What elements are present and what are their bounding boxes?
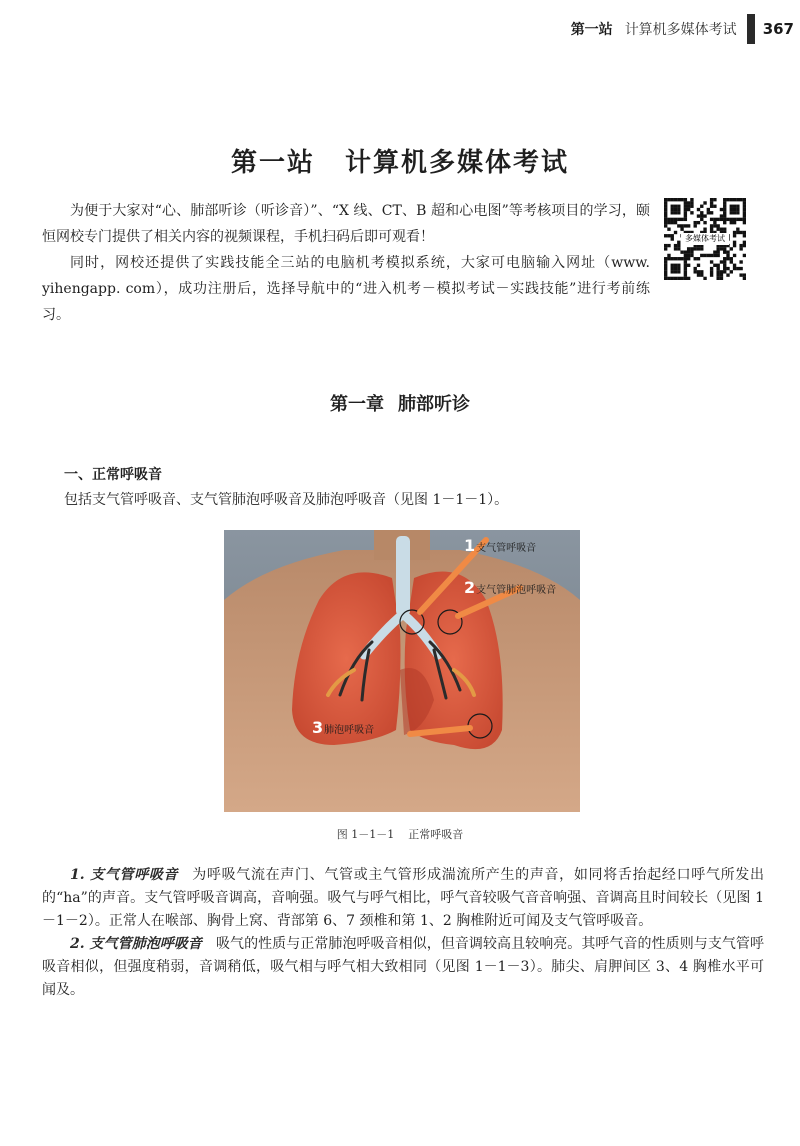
body-paragraph xyxy=(42,864,764,933)
qr-module xyxy=(667,221,670,224)
term-bronchial-breath-sound: 1. 支气管呼吸音 xyxy=(70,867,179,883)
qr-module xyxy=(664,264,667,267)
qr-module xyxy=(674,198,677,201)
qr-module xyxy=(733,198,736,201)
qr-module xyxy=(716,277,719,280)
qr-module xyxy=(674,257,677,260)
qr-module xyxy=(677,224,680,227)
qr-module xyxy=(684,224,687,227)
qr-module xyxy=(667,198,670,201)
chapter-title-part2: 肺部听诊 xyxy=(398,394,470,415)
qr-module xyxy=(703,221,706,224)
qr-module xyxy=(707,208,710,211)
qr-module xyxy=(671,221,674,224)
qr-module xyxy=(674,277,677,280)
qr-module xyxy=(733,208,736,211)
qr-module xyxy=(690,201,693,204)
qr-module xyxy=(677,205,680,208)
qr-module xyxy=(716,254,719,257)
qr-module xyxy=(677,208,680,211)
qr-module xyxy=(736,231,739,234)
qr-module xyxy=(723,214,726,217)
chapter-title xyxy=(0,390,800,416)
running-header-chapter: 第一站 xyxy=(570,22,613,38)
qr-module xyxy=(677,218,680,221)
qr-module xyxy=(690,250,693,253)
running-header-bar xyxy=(747,14,755,44)
qr-module xyxy=(697,264,700,267)
qr-module xyxy=(690,205,693,208)
qr-module xyxy=(677,257,680,260)
qr-module xyxy=(723,221,726,224)
qr-module xyxy=(710,270,713,273)
qr-module xyxy=(723,211,726,214)
qr-module xyxy=(664,257,667,260)
qr-module xyxy=(739,244,742,247)
qr-module xyxy=(671,267,674,270)
qr-module xyxy=(684,214,687,217)
intro-paragraph: 为便于大家对“心、肺部听诊（听诊音）”、“X 线、CT、B 超和心电图”等考核项目的学习，颐恒网校专门提供了相关内容的视频课程，手机扫码后即可观看！ xyxy=(42,203,650,245)
qr-module xyxy=(730,218,733,221)
qr-module xyxy=(664,234,667,237)
qr-module xyxy=(700,205,703,208)
qr-module xyxy=(680,277,683,280)
page-number: 367 xyxy=(762,20,794,38)
qr-module xyxy=(674,231,677,234)
qr-module xyxy=(697,257,700,260)
qr-module xyxy=(680,218,683,221)
qr-module xyxy=(667,218,670,221)
qr-module xyxy=(703,201,706,204)
qr-module xyxy=(710,198,713,201)
qr-module xyxy=(716,264,719,267)
intro-text xyxy=(42,198,650,328)
qr-module xyxy=(720,273,723,276)
qr-code[interactable] xyxy=(664,198,746,280)
qr-module xyxy=(664,211,667,214)
qr-module xyxy=(743,198,746,201)
qr-module xyxy=(739,267,742,270)
qr-module xyxy=(713,221,716,224)
qr-module xyxy=(674,221,677,224)
qr-module xyxy=(684,260,687,263)
qr-module xyxy=(710,273,713,276)
qr-module xyxy=(674,211,677,214)
qr-module xyxy=(723,264,726,267)
qr-module xyxy=(736,208,739,211)
qr-module xyxy=(700,211,703,214)
qr-module xyxy=(677,244,680,247)
qr-module xyxy=(710,218,713,221)
qr-module xyxy=(716,218,719,221)
qr-label: 多媒体考试 xyxy=(681,233,729,245)
term-bronchovesicular-breath-sound: 2. 支气管肺泡呼吸音 xyxy=(70,936,202,952)
qr-module xyxy=(713,218,716,221)
qr-module xyxy=(680,257,683,260)
qr-module xyxy=(664,270,667,273)
qr-module xyxy=(680,198,683,201)
qr-module xyxy=(743,221,746,224)
qr-module xyxy=(664,224,667,227)
qr-module xyxy=(733,205,736,208)
qr-module xyxy=(674,244,677,247)
qr-module xyxy=(664,214,667,217)
qr-module xyxy=(723,250,726,253)
figure-label-3 xyxy=(312,718,375,737)
qr-module xyxy=(720,247,723,250)
qr-module xyxy=(684,211,687,214)
qr-module xyxy=(716,267,719,270)
qr-module xyxy=(664,267,667,270)
qr-module xyxy=(684,250,687,253)
qr-module xyxy=(726,254,729,257)
qr-module xyxy=(703,254,706,257)
qr-module xyxy=(743,205,746,208)
lung-illustration xyxy=(224,530,580,812)
qr-module xyxy=(694,224,697,227)
qr-module xyxy=(697,221,700,224)
qr-module xyxy=(694,270,697,273)
qr-module xyxy=(733,241,736,244)
qr-module xyxy=(700,270,703,273)
qr-module xyxy=(687,257,690,260)
qr-module xyxy=(730,270,733,273)
qr-module xyxy=(677,267,680,270)
qr-module xyxy=(736,228,739,231)
qr-module xyxy=(684,201,687,204)
qr-module xyxy=(723,205,726,208)
qr-module xyxy=(664,218,667,221)
qr-module xyxy=(700,214,703,217)
qr-module xyxy=(671,237,674,240)
qr-module xyxy=(677,264,680,267)
qr-module xyxy=(743,277,746,280)
qr-module xyxy=(743,273,746,276)
qr-module xyxy=(743,218,746,221)
qr-module xyxy=(726,218,729,221)
qr-module xyxy=(739,247,742,250)
qr-module xyxy=(700,254,703,257)
qr-module xyxy=(743,244,746,247)
running-header-section: 计算机多媒体考试 xyxy=(624,22,737,38)
qr-module xyxy=(730,208,733,211)
qr-module xyxy=(690,198,693,201)
qr-module xyxy=(664,260,667,263)
qr-module xyxy=(690,254,693,257)
qr-module xyxy=(739,260,742,263)
qr-module xyxy=(710,228,713,231)
qr-module xyxy=(671,198,674,201)
qr-module xyxy=(694,267,697,270)
qr-module xyxy=(677,198,680,201)
qr-module xyxy=(664,201,667,204)
qr-module xyxy=(684,270,687,273)
qr-module xyxy=(674,267,677,270)
qr-module xyxy=(720,228,723,231)
qr-module xyxy=(739,231,742,234)
qr-module xyxy=(687,264,690,267)
qr-module xyxy=(674,205,677,208)
qr-module xyxy=(680,250,683,253)
qr-module xyxy=(723,218,726,221)
qr-module xyxy=(716,273,719,276)
qr-module xyxy=(726,250,729,253)
qr-module xyxy=(720,208,723,211)
qr-module xyxy=(687,254,690,257)
qr-module xyxy=(674,264,677,267)
qr-module xyxy=(710,205,713,208)
qr-module xyxy=(716,270,719,273)
qr-module xyxy=(694,221,697,224)
qr-module xyxy=(697,247,700,250)
qr-module xyxy=(687,205,690,208)
qr-module xyxy=(723,208,726,211)
qr-module xyxy=(687,201,690,204)
qr-module xyxy=(664,247,667,250)
qr-module xyxy=(713,264,716,267)
qr-module xyxy=(700,273,703,276)
qr-module xyxy=(743,254,746,257)
qr-module xyxy=(730,247,733,250)
qr-module xyxy=(723,260,726,263)
qr-module xyxy=(684,218,687,221)
figure-label-1 xyxy=(464,536,537,555)
qr-module xyxy=(697,273,700,276)
qr-module xyxy=(664,198,667,201)
qr-module xyxy=(684,273,687,276)
qr-module xyxy=(710,267,713,270)
qr-module xyxy=(684,198,687,201)
qr-module xyxy=(667,234,670,237)
qr-module xyxy=(730,211,733,214)
qr-module xyxy=(726,273,729,276)
qr-module xyxy=(703,228,706,231)
qr-module xyxy=(664,205,667,208)
qr-module xyxy=(707,211,710,214)
qr-module xyxy=(684,264,687,267)
qr-module xyxy=(667,228,670,231)
qr-module xyxy=(713,198,716,201)
qr-module xyxy=(723,270,726,273)
qr-module xyxy=(664,273,667,276)
qr-module xyxy=(684,205,687,208)
qr-module xyxy=(684,267,687,270)
qr-module xyxy=(667,257,670,260)
qr-module xyxy=(687,250,690,253)
qr-module xyxy=(723,267,726,270)
qr-module xyxy=(743,241,746,244)
qr-module xyxy=(697,214,700,217)
qr-module xyxy=(736,205,739,208)
figure-label-number: 2 xyxy=(464,578,476,597)
qr-module xyxy=(733,234,736,237)
section-heading: 一、正常呼吸音 xyxy=(64,467,162,483)
qr-module xyxy=(716,247,719,250)
qr-module xyxy=(730,221,733,224)
qr-module xyxy=(739,198,742,201)
qr-module xyxy=(677,211,680,214)
qr-module xyxy=(736,267,739,270)
qr-module xyxy=(674,247,677,250)
section-intro: 包括支气管呼吸音、支气管肺泡呼吸音及肺泡呼吸音（见图 1－1－1）。 xyxy=(64,492,509,508)
trachea xyxy=(396,536,410,616)
qr-module xyxy=(726,267,729,270)
qr-module xyxy=(713,250,716,253)
qr-module xyxy=(713,224,716,227)
qr-module xyxy=(677,270,680,273)
qr-module xyxy=(733,264,736,267)
qr-module xyxy=(723,201,726,204)
qr-module xyxy=(664,277,667,280)
qr-module xyxy=(684,208,687,211)
qr-module xyxy=(743,201,746,204)
qr-module xyxy=(720,260,723,263)
qr-module xyxy=(743,231,746,234)
qr-module xyxy=(703,277,706,280)
figure-lungs xyxy=(224,530,580,812)
qr-module xyxy=(726,257,729,260)
figure-label-text: 肺泡呼吸音 xyxy=(324,725,375,736)
qr-module xyxy=(716,224,719,227)
qr-module xyxy=(736,198,739,201)
qr-module xyxy=(710,211,713,214)
qr-module xyxy=(736,211,739,214)
figure-caption xyxy=(0,826,800,842)
caption-number: 图 1－1－1 xyxy=(336,828,395,841)
intro-paragraph: 同时，网校还提供了实践技能全三站的电脑机考模拟系统，大家可电脑输入网址（www. yihengapp. com），成功注册后，选择导航中的“进入机考－模拟考试－实践技能”进行考前练习。 xyxy=(42,255,650,323)
qr-module xyxy=(671,234,674,237)
station-title-part2: 计算机多媒体考试 xyxy=(345,148,570,178)
qr-module xyxy=(713,205,716,208)
qr-module xyxy=(730,198,733,201)
qr-module xyxy=(733,218,736,221)
qr-module xyxy=(700,247,703,250)
qr-module xyxy=(687,224,690,227)
qr-module xyxy=(730,205,733,208)
qr-module xyxy=(677,247,680,250)
figure-label-text: 支气管呼吸音 xyxy=(476,543,537,554)
qr-module xyxy=(697,208,700,211)
qr-module xyxy=(730,260,733,263)
qr-module xyxy=(739,273,742,276)
qr-module xyxy=(739,218,742,221)
qr-module xyxy=(700,218,703,221)
qr-module xyxy=(677,277,680,280)
qr-module xyxy=(671,264,674,267)
qr-module xyxy=(687,247,690,250)
qr-module xyxy=(664,208,667,211)
qr-module xyxy=(690,211,693,214)
qr-module xyxy=(677,241,680,244)
qr-module xyxy=(733,254,736,257)
qr-module xyxy=(733,211,736,214)
chapter-title-part1: 第一章 xyxy=(330,394,384,415)
qr-module xyxy=(710,224,713,227)
qr-module xyxy=(733,221,736,224)
qr-module xyxy=(674,218,677,221)
qr-module xyxy=(733,244,736,247)
qr-module xyxy=(674,208,677,211)
qr-module xyxy=(703,214,706,217)
qr-module xyxy=(736,218,739,221)
figure-label-number: 3 xyxy=(312,718,324,737)
qr-module xyxy=(671,208,674,211)
qr-module xyxy=(710,260,713,263)
station-title-part1: 第一站 xyxy=(230,148,315,178)
qr-module xyxy=(723,198,726,201)
qr-module xyxy=(674,270,677,273)
qr-module xyxy=(723,228,726,231)
paragraph-text: 为呼吸气流在声门、气管或主气管形成湍流所产生的声音，如同将舌抬起经口呼气所发出的“ha”的声音。支气管呼吸音调高，音响强。吸气与呼气相比，呼气音较吸气音音响强、音调高且时间较长（见图 1－1－2）。正常人在喉部、胸骨上窝、背部第 6、7 颈椎和第 1、2 胸椎附近可闻及支气管呼吸音。 xyxy=(42,867,764,929)
qr-module xyxy=(720,270,723,273)
qr-module xyxy=(694,247,697,250)
qr-module xyxy=(720,218,723,221)
qr-module xyxy=(680,228,683,231)
qr-module xyxy=(743,234,746,237)
qr-module xyxy=(716,250,719,253)
figure-label-2 xyxy=(464,578,557,597)
body-text xyxy=(42,864,764,1002)
qr-module xyxy=(667,277,670,280)
qr-module xyxy=(723,257,726,260)
qr-module xyxy=(726,198,729,201)
caption-text: 正常呼吸音 xyxy=(408,828,464,841)
body-paragraph xyxy=(42,933,764,1002)
qr-module xyxy=(684,254,687,257)
paragraph-text: 吸气的性质与正常肺泡呼吸音相似，但音调较高且较响亮。其呼气音的性质则与支气管呼吸音相似，但强度稍弱，音调稍低，吸气相与呼气相大致相同（见图 1－1－3）。肺尖、肩胛间区 3、4 胸椎水平可闻及。 xyxy=(42,936,764,998)
figure-label-number: 1 xyxy=(464,536,476,555)
qr-module xyxy=(710,201,713,204)
qr-module xyxy=(716,228,719,231)
qr-module xyxy=(743,211,746,214)
qr-module xyxy=(733,267,736,270)
qr-module xyxy=(687,208,690,211)
qr-module xyxy=(743,214,746,217)
qr-module xyxy=(671,277,674,280)
qr-module xyxy=(667,254,670,257)
station-title xyxy=(0,142,800,179)
qr-module xyxy=(733,231,736,234)
qr-module xyxy=(664,221,667,224)
qr-module xyxy=(713,254,716,257)
qr-module xyxy=(710,254,713,257)
qr-module xyxy=(684,257,687,260)
qr-module xyxy=(694,257,697,260)
qr-module xyxy=(671,257,674,260)
qr-module xyxy=(687,277,690,280)
qr-module xyxy=(671,211,674,214)
qr-module xyxy=(720,277,723,280)
qr-module xyxy=(667,244,670,247)
qr-module xyxy=(680,224,683,227)
qr-module xyxy=(707,254,710,257)
qr-module xyxy=(730,257,733,260)
qr-module xyxy=(671,218,674,221)
qr-module xyxy=(671,270,674,273)
qr-module xyxy=(720,214,723,217)
qr-module xyxy=(743,208,746,211)
qr-module xyxy=(671,205,674,208)
qr-module xyxy=(684,277,687,280)
running-header xyxy=(571,14,800,44)
qr-module xyxy=(690,247,693,250)
figure-label-text: 支气管肺泡呼吸音 xyxy=(476,585,557,596)
qr-module xyxy=(723,247,726,250)
qr-module xyxy=(664,244,667,247)
qr-module xyxy=(697,270,700,273)
